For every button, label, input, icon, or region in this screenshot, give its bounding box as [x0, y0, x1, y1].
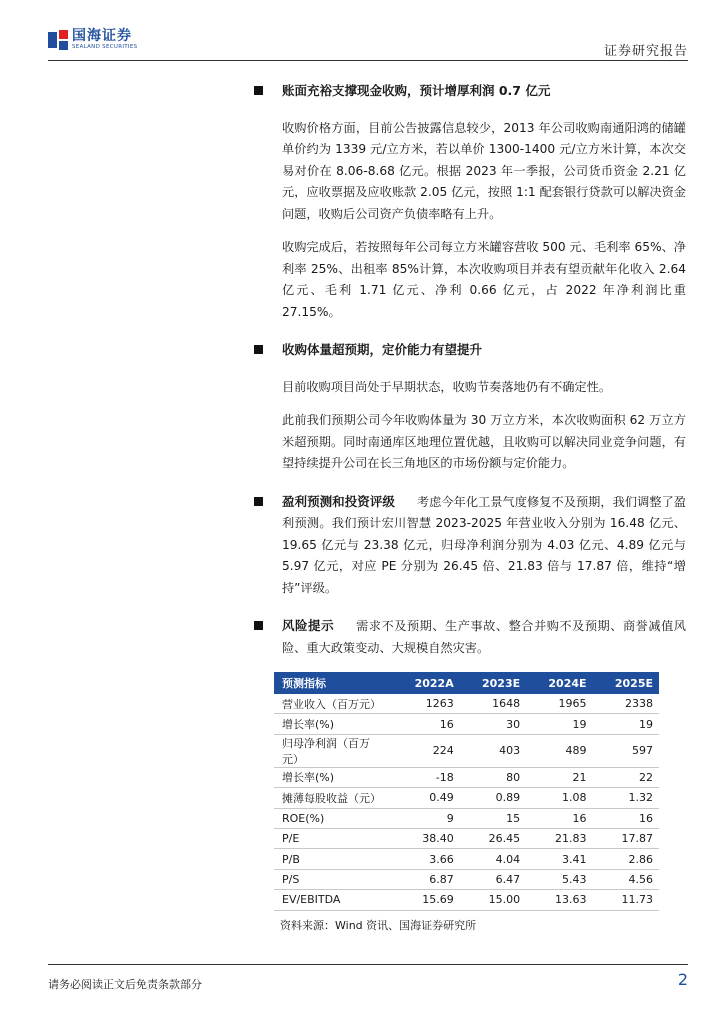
row-label: 摊薄每股收益（元）	[274, 788, 392, 808]
table-cell: 4.56	[593, 869, 659, 889]
table-source-note: 资料来源：Wind 资讯、国海证券研究所	[280, 918, 477, 932]
table-cell: 17.87	[593, 828, 659, 848]
table-cell: 16	[392, 714, 460, 734]
page-header	[48, 0, 688, 62]
bullet-square-icon	[254, 345, 263, 354]
table-cell: 21	[526, 767, 592, 787]
table-cell: 16	[526, 808, 592, 828]
section-title: 盈利预测和投资评级	[282, 493, 395, 509]
table-cell: 21.83	[526, 828, 592, 848]
section-heading	[282, 339, 686, 361]
table-cell: 15	[460, 808, 526, 828]
row-label: P/S	[274, 869, 392, 889]
section-body: 需求不及预期、生产事故、整合并购不及预期、商誉减值风险、重大政策变动、大规模自然灾害。	[282, 619, 686, 655]
table-cell: 16	[593, 808, 659, 828]
table-cell: 403	[460, 734, 526, 767]
table-cell: 80	[460, 767, 526, 787]
footer-disclaimer: 请务必阅读正文后免责条款部分	[48, 978, 202, 991]
page-number: 2	[677, 970, 688, 989]
paragraph: 收购价格方面，目前公告披露信息较少，2013 年公司收购南通阳鸿的储罐单价约为 1339 元/立方米，若以单价 1300-1400 元/立方米计算，本次交易对价在 8.06-8.68 亿元。根据 2023 年一季报，公司货币资金 2.21 亿元，应收票据及应收账款 2.05 亿元，按照 1:1 配套银行贷款可以解决资金问题，收购后公司资产负债率略有上升。	[282, 120, 686, 221]
column-header: 2022A	[414, 676, 454, 690]
table-cell: 224	[392, 734, 460, 767]
table-cell: 22	[593, 767, 659, 787]
paragraph: 目前收购项目尚处于早期状态，收购节奏落地仍有不确定性。	[282, 379, 612, 394]
table-cell: -18	[392, 767, 460, 787]
table-row	[274, 890, 659, 910]
bullet-square-icon	[254, 86, 263, 95]
table-cell: 19	[593, 714, 659, 734]
table-row	[274, 869, 659, 889]
section-title: 风险提示	[282, 618, 335, 633]
section-title: 收购体量超预期，定价能力有望提升	[282, 342, 483, 357]
logo-name-en: SEALAND SECURITIES	[72, 44, 138, 51]
bullet-square-icon	[254, 497, 263, 506]
footer-divider	[48, 964, 688, 965]
table-cell: 26.45	[460, 828, 526, 848]
report-type-label: 证券研究报告	[603, 44, 688, 59]
table-cell: 1965	[526, 694, 592, 714]
section-heading	[282, 80, 686, 102]
row-label: 归母净利润（百万元）	[274, 734, 392, 767]
table-cell: 19	[526, 714, 592, 734]
paragraph: 收购完成后，若按照每年公司每立方米罐容营收 500 元、毛利率 65%、净利率 25%、出租率 85%计算，本次收购项目并表有望贡献年化收入 2.64 亿元、毛利 1.71 亿元、净利 0.66 亿元，占 2022 年净利润比重 27.15%。	[282, 240, 686, 319]
section-risk-warning	[282, 615, 686, 659]
forecast-table-block	[274, 672, 659, 933]
row-label: ROE(%)	[274, 808, 392, 828]
table-cell: 6.87	[392, 869, 460, 889]
section-acquisition-scale	[282, 339, 686, 475]
row-label: EV/EBITDA	[274, 890, 392, 910]
paragraph: 此前我们预期公司今年收购体量为 30 万立方米，本次收购面积 62 万立方米超预期。同时南通库区地理位置优越，且收购可以解决同业竞争问题，有望持续提升公司在长三角地区的市场份额与定价能力。	[282, 413, 686, 470]
table-cell: 6.47	[460, 869, 526, 889]
section-cash-acquisition	[282, 80, 686, 323]
paragraph	[282, 491, 686, 600]
table-cell: 0.49	[392, 788, 460, 808]
table-cell: 11.73	[593, 890, 659, 910]
table-cell: 9	[392, 808, 460, 828]
table-row	[274, 734, 659, 767]
logo-name-cn: 国海证券	[72, 28, 132, 45]
table-cell: 1263	[392, 694, 460, 714]
column-header: 2025E	[614, 676, 653, 690]
bullet-square-icon	[254, 621, 263, 630]
row-label: P/B	[274, 849, 392, 869]
table-cell: 1.08	[526, 788, 592, 808]
table-row	[274, 767, 659, 787]
table-row	[274, 714, 659, 734]
table-cell: 13.63	[526, 890, 592, 910]
section-body: 考虑今年化工景气度修复不及预期，我们调整了盈利预测。我们预计宏川智慧 2023-2025 年营业收入分别为 16.48 亿元、19.65 亿元与 23.38 亿元，归母净利润分别为 4.03 亿元、4.89 亿元与 5.97 亿元，对应 PE 分别为 26.45 倍、21.83 倍与 17.87 倍，维持“增持”评级。	[282, 494, 686, 595]
column-header: 2023E	[482, 676, 521, 690]
table-cell: 5.43	[526, 869, 592, 889]
table-row	[274, 694, 659, 714]
table-cell: 30	[460, 714, 526, 734]
row-label: 增长率(%)	[274, 767, 392, 787]
table-row	[274, 808, 659, 828]
column-header: 2024E	[548, 676, 587, 690]
table-cell: 2.86	[593, 849, 659, 869]
report-body	[282, 80, 686, 659]
table-cell: 597	[593, 734, 659, 767]
row-label: P/E	[274, 828, 392, 848]
paragraph	[282, 615, 686, 659]
section-earnings-forecast	[282, 491, 686, 600]
table-cell: 3.66	[392, 849, 460, 869]
row-label: 营业收入（百万元）	[274, 694, 392, 714]
table-cell: 0.89	[460, 788, 526, 808]
table-cell: 15.00	[460, 890, 526, 910]
table-cell: 1.32	[593, 788, 659, 808]
table-cell: 4.04	[460, 849, 526, 869]
table-cell: 489	[526, 734, 592, 767]
column-header: 预测指标	[282, 677, 326, 690]
table-row	[274, 828, 659, 848]
company-logo	[48, 28, 137, 52]
table-cell: 1648	[460, 694, 526, 714]
table-cell: 3.41	[526, 849, 592, 869]
table-header-row	[274, 672, 659, 694]
header-divider	[48, 60, 688, 61]
forecast-table	[274, 672, 659, 911]
table-cell: 15.69	[392, 890, 460, 910]
section-title: 账面充裕支撑现金收购，预计增厚利润 0.7 亿元	[282, 83, 551, 98]
table-cell: 38.40	[392, 828, 460, 848]
row-label: 增长率(%)	[274, 714, 392, 734]
table-cell: 2338	[593, 694, 659, 714]
logo-mark-icon	[48, 30, 68, 50]
table-row	[274, 849, 659, 869]
table-row	[274, 788, 659, 808]
